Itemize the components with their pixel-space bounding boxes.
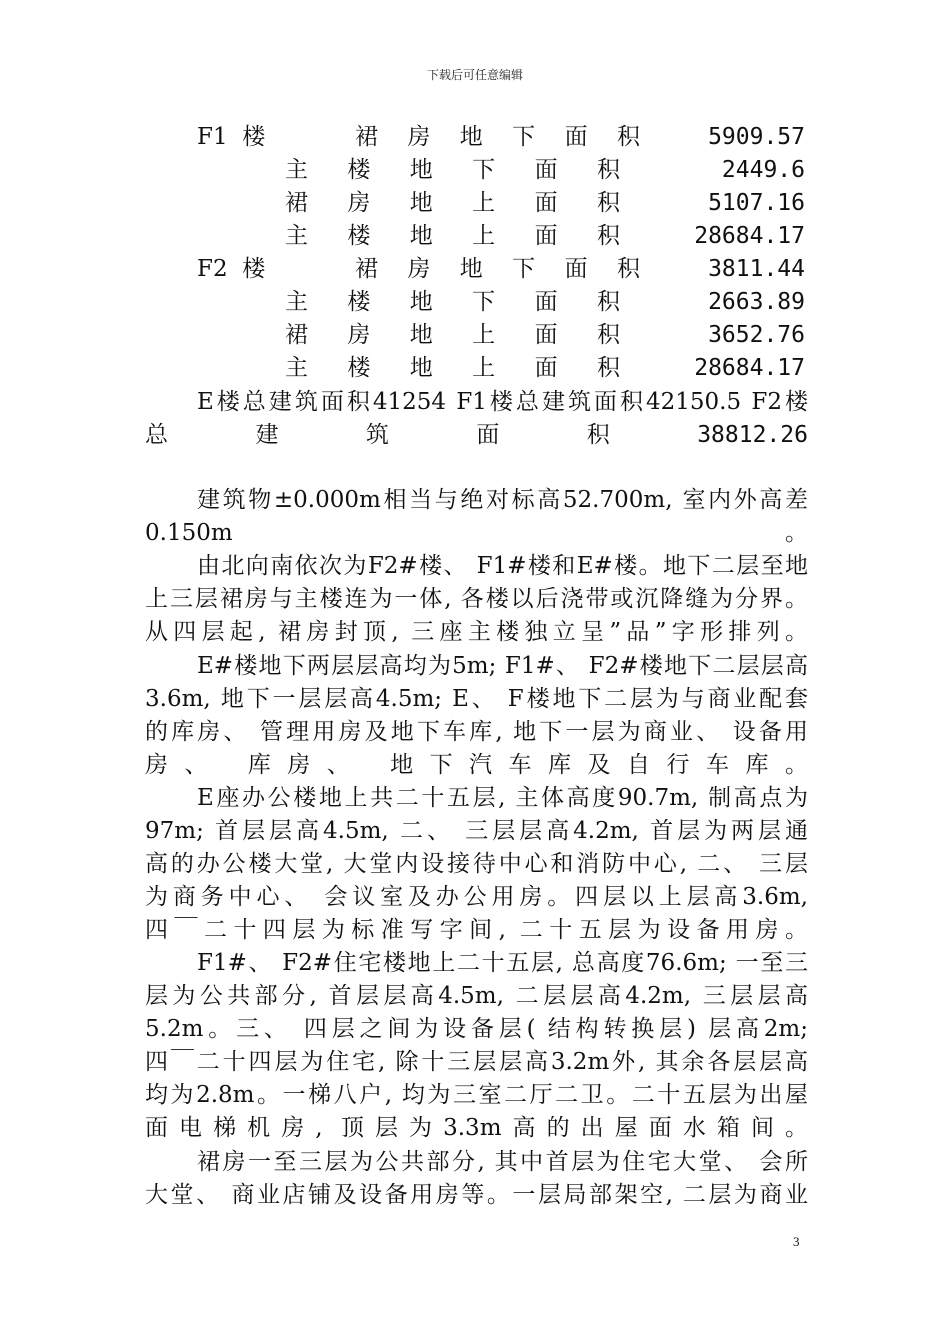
paragraph-line: E座办公楼地上共二十五层, 主体高度90.7m, 制高点为	[197, 785, 808, 811]
area-label-char: 主	[285, 355, 308, 381]
paragraph-line: 四￣二十四层为住宅, 除十三层层高3.2m外, 其余各层层高	[145, 1049, 808, 1075]
paragraph-line: 建筑物±0.000m相当与绝对标高52.700m, 室内外高差	[197, 487, 808, 513]
area-label-char: 房	[407, 256, 431, 282]
area-label-char: 楼	[347, 223, 371, 249]
paragraph-line: 面电梯机房, 顶层为3.3m高的出屋面水箱间。	[145, 1115, 808, 1141]
page-number: 3	[793, 1234, 800, 1249]
area-label-char: 裙	[285, 322, 308, 348]
totals-char: 筑	[365, 422, 389, 448]
totals-line	[145, 418, 808, 452]
totals-char: 总	[145, 422, 168, 448]
paragraph-line: 房、 库房、 地下汽车库及自行车库。	[145, 752, 808, 778]
paragraph-line: 3.6m, 地下一层层高4.5m; E、 F楼地下二层为与商业配套	[145, 686, 808, 712]
paragraph-line: 四￣二十四层为标准写字间, 二十五层为设备用房。	[145, 917, 808, 943]
area-label-char: 下	[472, 289, 496, 315]
area-label-char: 上	[472, 190, 496, 216]
area-label-char: 房	[347, 322, 371, 348]
paragraph-line: E#楼地下两层层高均为5m; F1#、 F2#楼地下二层层高	[197, 653, 808, 679]
area-value: 5909.57	[708, 124, 805, 150]
area-label-char: 地	[459, 124, 483, 150]
area-label-char: 积	[596, 157, 620, 183]
area-label-char: 地	[409, 190, 433, 216]
area-label-char: 裙	[355, 124, 378, 150]
area-value: 5107.16	[708, 190, 805, 216]
area-label-char: 积	[616, 256, 640, 282]
area-label-char: 积	[596, 289, 620, 315]
area-label-char: 面	[534, 289, 558, 315]
page-header: 下载后可任意编辑	[426, 68, 523, 82]
area-label-char: 面	[564, 124, 588, 150]
area-value: 28684.17	[694, 355, 805, 381]
paragraph-line: 大堂、 商业店铺及设备用房等。一层局部架空, 二层为商业	[145, 1182, 808, 1208]
totals-value: 38812.26	[697, 422, 808, 448]
paragraph-line: 为商务中心、 会议室及办公用房。四层以上层高3.6m,	[145, 884, 808, 910]
area-label-char: 地	[459, 256, 483, 282]
area-label-char: 主	[285, 223, 308, 249]
area-label-char: 面	[534, 157, 558, 183]
area-label	[285, 219, 620, 253]
area-label	[285, 318, 620, 352]
area-value: 3652.76	[708, 322, 805, 348]
totals-char: 面	[476, 422, 500, 448]
area-label-char: 积	[596, 223, 620, 249]
area-label-char: 上	[472, 223, 496, 249]
area-label	[355, 252, 640, 286]
area-label	[285, 153, 620, 187]
area-label-char: 楼	[347, 289, 371, 315]
area-label	[285, 186, 620, 220]
paragraph-line: 由北向南依次为F2#楼、 F1#楼和E#楼。地下二层至地	[197, 553, 808, 579]
area-label-char: 上	[472, 355, 496, 381]
area-label-char: 楼	[347, 157, 371, 183]
area-label-char: 下	[512, 256, 536, 282]
totals-char: 建	[255, 422, 279, 448]
area-label-char: 地	[409, 289, 433, 315]
totals-line: E楼总建筑面积41254 F1楼总建筑面积42150.5 F2楼	[197, 389, 808, 415]
paragraph-line: 的库房、 管理用房及地下车库, 地下一层为商业、 设备用	[145, 719, 808, 745]
paragraph-line: 高的办公楼大堂, 大堂内设接待中心和消防中心, 二、 三层	[145, 851, 808, 877]
area-label-char: 主	[285, 289, 308, 315]
area-value: 28684.17	[694, 223, 805, 249]
area-value: 3811.44	[708, 256, 805, 282]
area-label-char: 裙	[355, 256, 378, 282]
paragraph-line: 0.150m 。	[145, 520, 808, 546]
area-label-char: 面	[534, 223, 558, 249]
paragraph-line: 裙房一至三层为公共部分, 其中首层为住宅大堂、 会所	[197, 1149, 808, 1175]
area-label-char: 房	[407, 124, 431, 150]
area-label-char: 面	[534, 190, 558, 216]
paragraph-line: 5.2m。三、 四层之间为设备层( 结构转换层) 层高2m;	[145, 1016, 808, 1042]
area-value: 2449.6	[721, 157, 805, 183]
area-building-label: F1 楼	[197, 124, 266, 150]
area-label-char: 面	[534, 355, 558, 381]
paragraph-line: 从四层起, 裙房封顶, 三座主楼独立呈”品”字形排列。	[145, 619, 808, 645]
area-label-char: 积	[596, 322, 620, 348]
area-label	[285, 351, 620, 385]
area-label-char: 楼	[347, 355, 371, 381]
totals-char: 积	[586, 422, 610, 448]
area-label-char: 积	[596, 190, 620, 216]
paragraph-line: F1#、 F2#住宅楼地上二十五层, 总高度76.6m; 一至三	[197, 950, 808, 976]
area-label-char: 裙	[285, 190, 308, 216]
area-label-char: 地	[409, 322, 433, 348]
area-value: 2663.89	[708, 289, 805, 315]
area-label-char: 房	[347, 190, 371, 216]
area-label-char: 积	[596, 355, 620, 381]
area-label-char: 面	[564, 256, 588, 282]
paragraph-line: 均为2.8m。一梯八户, 均为三室二厅二卫。二十五层为出屋	[145, 1082, 808, 1108]
area-building-label: F2 楼	[197, 256, 266, 282]
area-label-char: 地	[409, 355, 433, 381]
area-label-char: 下	[472, 157, 496, 183]
paragraph-line: 上三层裙房与主楼连为一体, 各楼以后浇带或沉降缝为分界。	[145, 586, 808, 612]
area-label-char: 上	[472, 322, 496, 348]
area-label-char: 主	[285, 157, 308, 183]
area-label	[285, 285, 620, 319]
area-label-char: 面	[534, 322, 558, 348]
area-label-char: 下	[512, 124, 536, 150]
area-label-char: 地	[409, 223, 433, 249]
paragraph-line: 层为公共部分, 首层层高4.5m, 二层层高4.2m, 三层层高	[145, 983, 808, 1009]
area-label-char: 积	[616, 124, 640, 150]
area-label-char: 地	[409, 157, 433, 183]
paragraph-line: 97m; 首层层高4.5m, 二、 三层层高4.2m, 首层为两层通	[145, 818, 808, 844]
area-label	[355, 120, 640, 154]
